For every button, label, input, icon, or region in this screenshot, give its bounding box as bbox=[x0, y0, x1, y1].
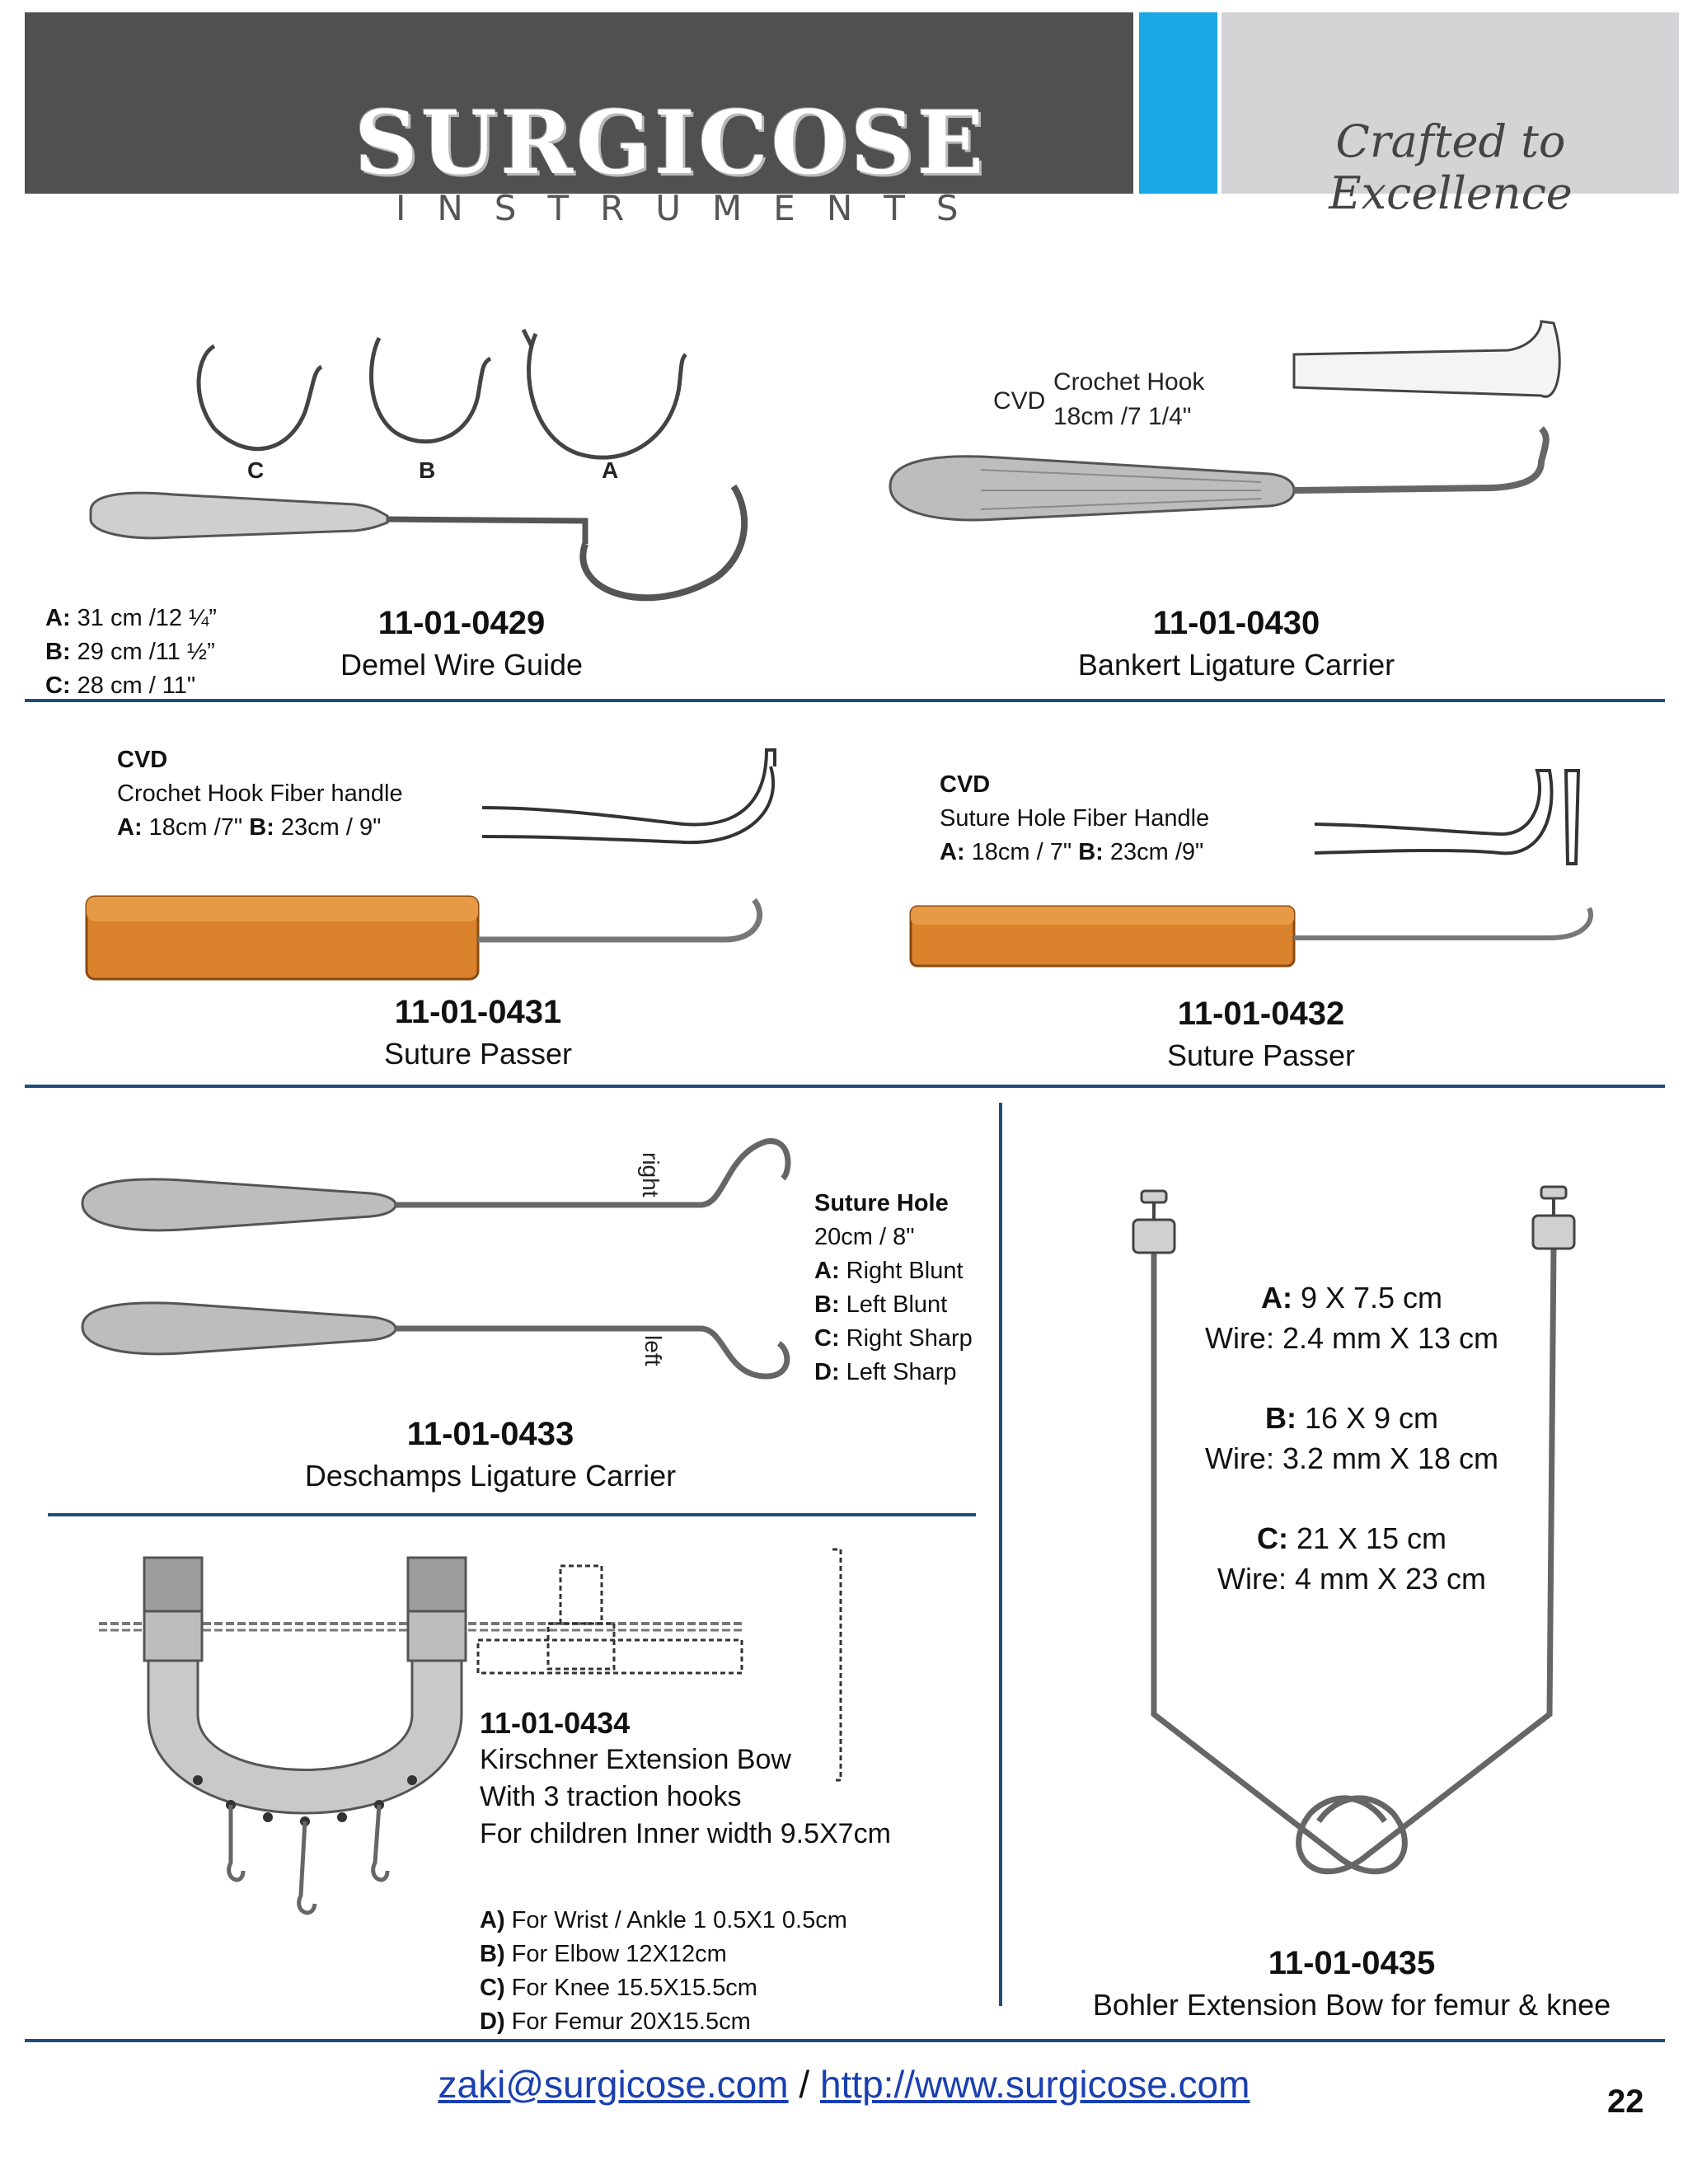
kirschner-size-list bbox=[480, 1904, 847, 2039]
product-name: Demel Wire Guide bbox=[340, 648, 584, 682]
email-link[interactable]: zaki@surgicose.com bbox=[438, 2063, 789, 2106]
website-link[interactable]: http://www.surgicose.com bbox=[819, 2063, 1250, 2106]
demel-size-list bbox=[45, 602, 217, 703]
bohler-size-a: A: 9 X 7.5 cm Wire: 2.4 mm X 13 cm bbox=[1204, 1281, 1499, 1355]
section-divider bbox=[25, 1085, 1665, 1088]
product-code: 11-01-0434 bbox=[480, 1706, 631, 1740]
size-row-b: B) For Elbow 12X12cm bbox=[480, 1941, 727, 1967]
page-number: 22 bbox=[1607, 2083, 1644, 2120]
bohler-size-c: C: 21 X 15 cm Wire: 4 mm X 23 cm bbox=[1217, 1521, 1487, 1596]
suture-passer-note: CVD Suture Hole Fiber Handle A: 18cm / 7" B: 23cm /9" bbox=[940, 771, 1210, 865]
brand-logo: SURGICOSE bbox=[354, 91, 987, 194]
orientation-label-left: left bbox=[640, 1335, 666, 1366]
bankert-note: Crochet Hook 18cm /7 1/4" bbox=[1053, 368, 1205, 430]
size-row-a: A) For Wrist / Ankle 1 0.5X1 0.5cm bbox=[480, 1907, 847, 1933]
variant-label-b: B bbox=[419, 457, 436, 483]
bankert-ligature-carrier-illustration bbox=[882, 313, 1591, 527]
deschamps-ligature-carrier-illustration bbox=[74, 1129, 799, 1393]
size-row-b: B: 29 cm /11 ½” bbox=[45, 639, 215, 665]
product-code: 11-01-0435 bbox=[1268, 1945, 1436, 1981]
size-row-c: C) For Knee 15.5X15.5cm bbox=[480, 1975, 757, 2001]
product-code: 11-01-0432 bbox=[1177, 996, 1345, 1032]
suture-passer-fiber-handle-illustration bbox=[82, 890, 808, 989]
wire-guide-handle bbox=[91, 493, 387, 538]
brand-subtitle: INSTRUMENTS bbox=[396, 188, 990, 228]
product-code: 11-01-0431 bbox=[394, 994, 562, 1030]
cvd-label: CVD bbox=[993, 387, 1046, 415]
option-row-b: B: Left Blunt bbox=[814, 1291, 948, 1318]
suture-hole-hook-illustration bbox=[1311, 766, 1624, 874]
option-row-c: C: Right Sharp bbox=[814, 1325, 973, 1352]
bohler-size-b: B: 16 X 9 cm Wire: 3.2 mm X 18 cm bbox=[1204, 1401, 1499, 1475]
column-divider bbox=[999, 1103, 1002, 2006]
footer-contact: zaki@surgicose.com / http://www.surgicose.com bbox=[438, 2063, 1250, 2106]
option-row-d: D: Left Sharp bbox=[814, 1359, 957, 1385]
product-name: Kirschner Extension Bow bbox=[480, 1744, 791, 1775]
product-code: 11-01-0433 bbox=[406, 1416, 574, 1452]
product-code: 11-01-0430 bbox=[1152, 605, 1320, 641]
variant-label-a: A bbox=[602, 457, 619, 483]
bankert-handle bbox=[890, 457, 1294, 520]
size-row-c: C: 28 cm / 11" bbox=[45, 673, 196, 699]
product-name: Suture Passer bbox=[1166, 1038, 1356, 1072]
deschamps-spec-list: Suture Hole 20cm / 8" A: Right Blunt B: Left Blunt C: Right Sharp D: Left Sharp bbox=[814, 1187, 973, 1390]
deschamps-right-handle bbox=[82, 1179, 396, 1230]
size-row-a: A: 31 cm /12 ¼” bbox=[45, 605, 217, 631]
product-name: Bankert Ligature Carrier bbox=[1077, 648, 1395, 682]
product-code: 11-01-0429 bbox=[377, 605, 546, 641]
orientation-label-right: right bbox=[638, 1152, 663, 1197]
deschamps-left-handle bbox=[82, 1303, 396, 1354]
section-divider bbox=[25, 2039, 1665, 2042]
suture-passer-hook-illustration bbox=[478, 742, 808, 857]
brand-tagline: Crafted to Excellence bbox=[1329, 115, 1573, 219]
size-row-d: D) For Femur 20X15.5cm bbox=[480, 2008, 751, 2035]
product-name: Deschamps Ligature Carrier bbox=[304, 1459, 677, 1493]
product-name: Bohler Extension Bow for femur & knee bbox=[1092, 1988, 1611, 2022]
variant-label-c: C bbox=[247, 457, 265, 483]
kirschner-description: 11-01-0434 Kirschner Extension Bow With 3 traction hooks For children Inner width 9.5X7cm bbox=[480, 1706, 891, 1849]
suture-hole-fiber-handle-illustration bbox=[907, 898, 1599, 989]
section-divider bbox=[48, 1513, 976, 1516]
option-row-a: A: Right Blunt bbox=[814, 1258, 964, 1284]
demel-wire-guide-illustration bbox=[74, 321, 832, 618]
product-name: Suture Passer bbox=[383, 1037, 573, 1071]
suture-passer-note: CVD Crochet Hook Fiber handle A: 18cm /7" B: 23cm / 9" bbox=[117, 747, 403, 841]
header-accent-bar bbox=[1139, 12, 1217, 194]
section-divider bbox=[25, 699, 1665, 702]
